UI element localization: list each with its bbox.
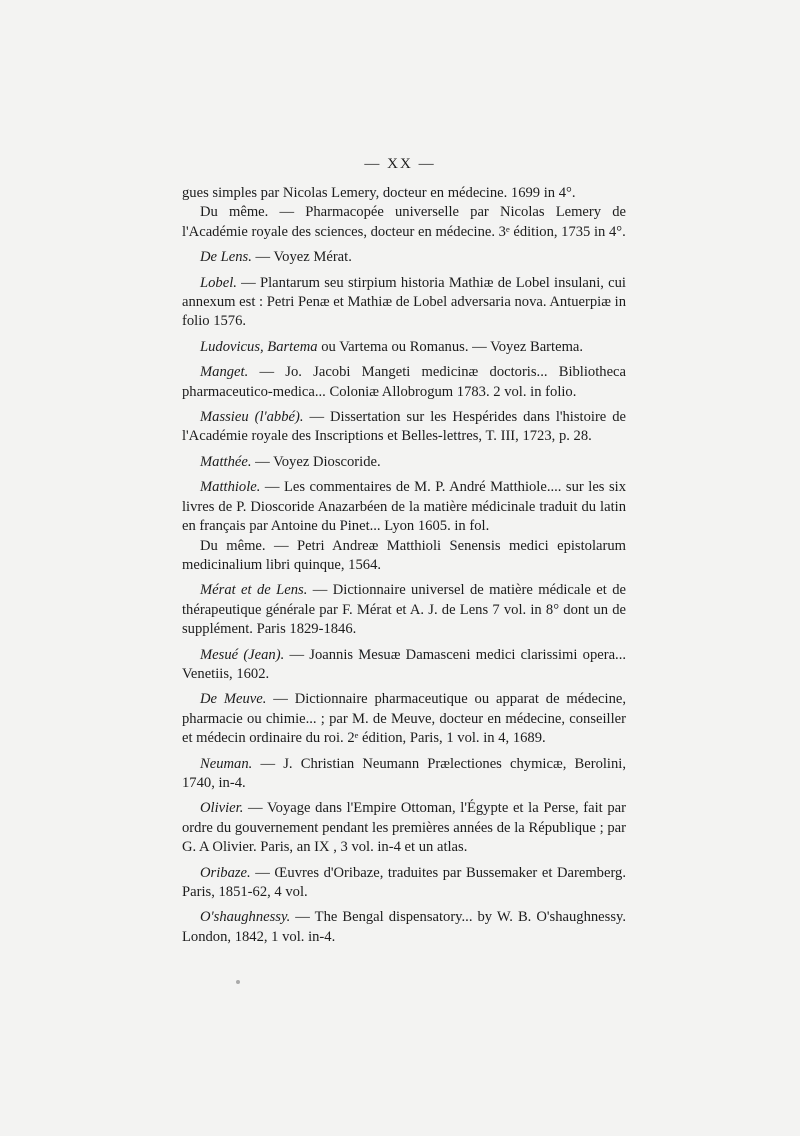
entry <box>182 908 626 947</box>
entry <box>182 478 626 536</box>
entry <box>182 453 626 472</box>
entry-head: Lobel. <box>200 274 237 291</box>
entry-head: Ludovicus, Bartema <box>200 338 318 355</box>
entry <box>182 248 626 267</box>
entry-body: Du même. — Petri Andreæ Matthioli Senensis medici epistolarum medicinalium libri quinque, 1564. <box>182 537 626 573</box>
entry-body: — Dictionnaire pharmaceutique ou apparat de médecine, pharmacie ou chimie... ; par M. de Meuve, docteur en médecine, conseiller et médecin ordinaire du roi. 2ᵉ édition, Paris, 1 vol. in 4, 1689. <box>182 691 626 747</box>
entry-head: Olivier. <box>200 800 244 817</box>
entry <box>182 864 626 903</box>
entry-body: — Jo. Jacobi Mangeti medicinæ doctoris... Bibliotheca pharmaceutico-medica... Coloniæ Allobrogum 1783. 2 vol. in folio. <box>182 364 626 400</box>
entry <box>182 274 626 332</box>
entry-body: — Œuvres d'Oribaze, traduites par Bussemaker et Daremberg. Paris, 1851-62, 4 vol. <box>182 864 626 900</box>
entry <box>182 338 626 357</box>
entry <box>182 537 626 576</box>
entry-body: — Dictionnaire universel de matière médicale et de thérapeutique générale par F. Mérat et A. J. de Lens 7 vol. in 8° dont un de supplément. Paris 1829-1846. <box>182 582 626 638</box>
entry-body: Du même. — Pharmacopée universelle par Nicolas Lemery de l'Académie royale des sciences, docteur en médecine. 3ᵉ édition, 1735 in 4°. <box>182 204 626 240</box>
entry-body: — Voyage dans l'Empire Ottoman, l'Égypte et la Perse, fait par ordre du gouvernement pendant les premières années de la République ; par G. A Olivier. Paris, an IX , 3 vol. in-4 et un atlas. <box>182 800 626 856</box>
paper-speck <box>236 980 240 984</box>
entry <box>182 755 626 794</box>
entry <box>182 799 626 857</box>
entry <box>182 646 626 685</box>
entry-body: — Les commentaires de M. P. André Matthiole.... sur les six livres de P. Dioscoride Anazarbéen de la matière médicinale traduit du latin en français par Antoine du Pinet... Lyon 1605. in fol. <box>182 479 626 535</box>
entry-head: Massieu (l'abbé). <box>200 409 304 426</box>
entry-body: — J. Christian Neumann Prælectiones chymicæ, Berolini, 1740, in-4. <box>182 755 626 791</box>
entry-continuation <box>182 184 626 203</box>
page-number: — XX — <box>364 156 436 172</box>
entry-head: Matthée. <box>200 453 252 470</box>
entry-body: ou Vartema ou Romanus. — Voyez Bartema. <box>317 338 584 355</box>
entry-body: — Voyez Dioscoride. <box>251 453 381 470</box>
entry <box>182 690 626 748</box>
entry-body: — Voyez Mérat. <box>251 249 352 266</box>
entry-head: Mesué (Jean). <box>200 646 285 663</box>
entry <box>182 408 626 447</box>
entry-body: — The Bengal dispensatory... by W. B. O'shaughnessy. London, 1842, 1 vol. in-4. <box>182 909 626 945</box>
entry-head: O'shaughnessy. <box>200 909 291 926</box>
entry-head: Oribaze. <box>200 864 251 881</box>
entry-body: gues simples par Nicolas Lemery, docteur en médecine. 1699 in 4°. <box>182 185 576 201</box>
entry-head: Manget. <box>200 364 249 381</box>
entry-head: De Meuve. <box>200 691 267 708</box>
entry-head: Neuman. <box>200 755 253 772</box>
entry-body: — Dissertation sur les Hespérides dans l'histoire de l'Académie royale des Inscriptions et Belles-lettres, T. III, 1723, p. 28. <box>182 409 626 445</box>
entry-head: De Lens. <box>200 249 252 266</box>
entry <box>182 363 626 402</box>
entry-body: — Plantarum seu stirpium historia Mathiæ de Lobel insulani, cui annexum est : Petri Penæ et Mathiæ de Lobel adversaria nova. Antuerpiæ in folio 1576. <box>182 274 626 330</box>
entry-head: Matthiole. <box>200 479 261 496</box>
entry-head: Mérat et de Lens. <box>200 582 308 599</box>
entry <box>182 203 626 242</box>
bibliography-text <box>182 184 626 953</box>
entry-body: — Joannis Mesuæ Damasceni medici clarissimi opera... Venetiis, 1602. <box>182 646 626 682</box>
entry <box>182 581 626 639</box>
